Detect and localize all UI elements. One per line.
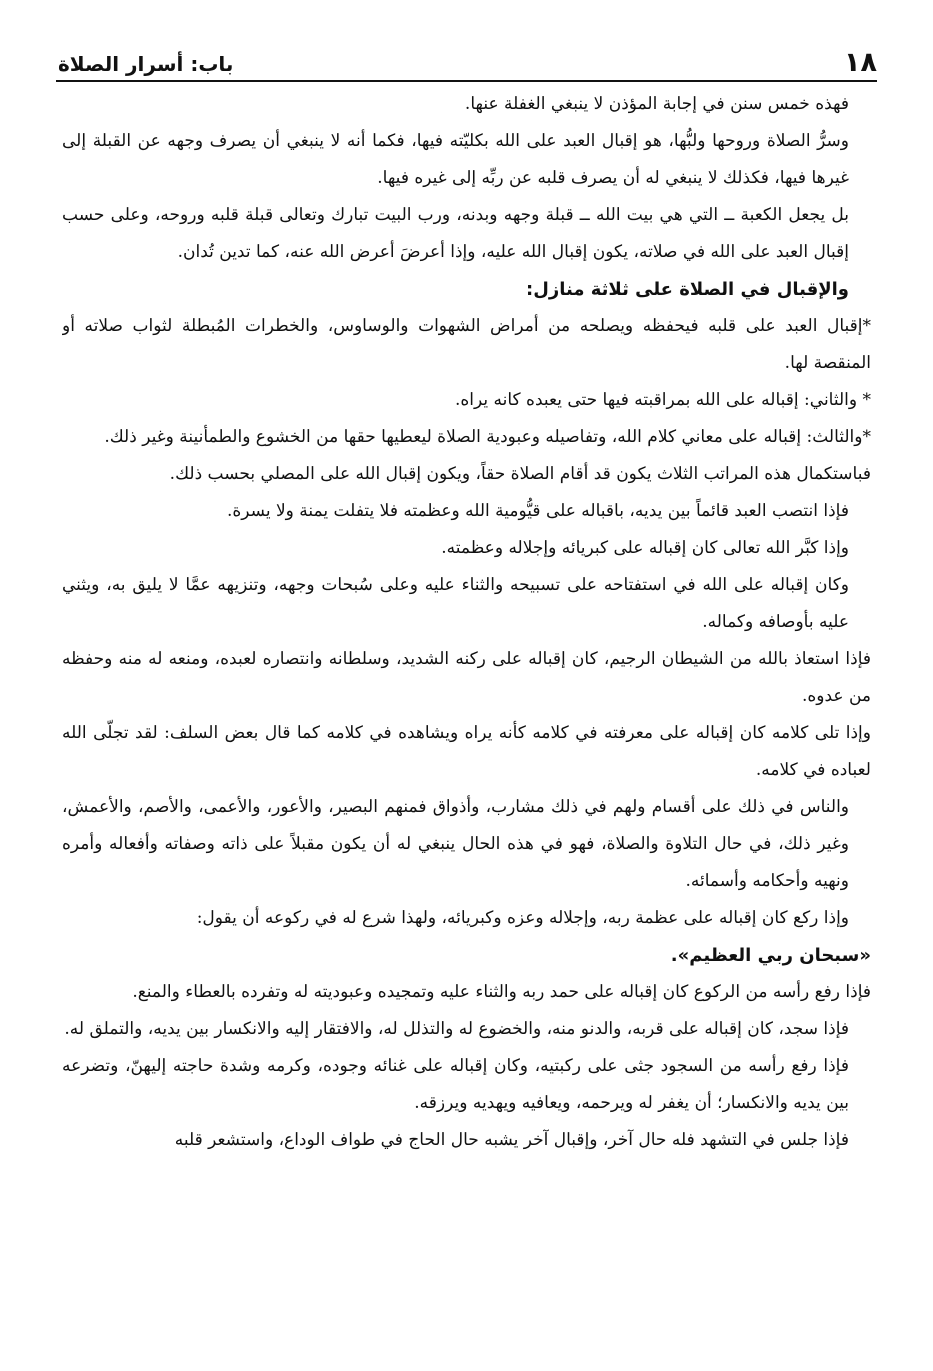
paragraph: فإذا انتصب العبد قائماً بين يديه، باقباله على قيُّومية الله وعظمته فلا يتفلت يمنة ولا يسرة.	[226, 501, 849, 521]
body-text	[62, 86, 871, 1366]
paragraph: فإذا رفع رأسه من الركوع كان إقباله على حمد ربه والثناء عليه وتمجيده وعبوديته له وتفرده بالعطاء والمنع.	[132, 982, 871, 1002]
paragraph: *إقبال العبد على قلبه فيحفظه ويصلحه من أمراض الشهوات والوساوس، والخطرات المُبطلة لثواب صلاته أو المنقصة لها.	[62, 316, 871, 373]
page-number: ١٨	[844, 47, 877, 78]
paragraph: والناس في ذلك على أقسام ولهم في ذلك مشارب، وأذواق فمنهم البصير، والأعور، والأعمى، والأصم، والأعمش، وغير ذلك، في حال التلاوة والصلاة، فهو في هذه الحال ينبغي له أن يكون مقبلاً على ذاته وصفاته وأفعاله وأمره ونهيه وأحكامه وأسمائه.	[62, 797, 849, 891]
paragraph: وإذا ركع كان إقباله على عظمة ربه، وإجلاله وعزه وكبريائه، ولهذا شرع له في ركوعه أن يقول:	[196, 908, 849, 928]
paragraph: فإذا استعاذ بالله من الشيطان الرجيم، كان إقباله على ركنه الشديد، وسلطانه وانتصاره لعبده، ومنعه له منه وحفظه من عدوه.	[62, 649, 871, 706]
paragraph: فإذا جلس في التشهد فله حال آخر، وإقبال آخر يشبه حال الحاج في طواف الوداع، واستشعر قلبه	[174, 1130, 849, 1150]
paragraph: فإذا سجد، كان إقباله على قربه، والدنو منه، والخضوع له والتذلل له، والافتقار إليه والانكسار بين يديه، والتملق له.	[64, 1019, 849, 1039]
paragraph: وإذا تلى كلامه كان إقباله على معرفته في كلامه كأنه يراه ويشاهده في كلامه كما قال بعض السلف: لقد تجلّى الله لعباده في كلامه.	[62, 723, 871, 780]
paragraph: فهذه خمس سنن في إجابة المؤذن لا ينبغي الغفلة عنها.	[464, 94, 849, 114]
running-title: باب: أسرار الصلاة	[58, 52, 234, 76]
paragraph: وكان إقباله على الله في استفتاحه على تسبيحه والثناء عليه وعلى سُبحات وجهه، وتنزيهه عمَّا لا يليق به، ويثني عليه بأوصافه وكماله.	[62, 575, 849, 632]
paragraph: وإذا كبَّر الله تعالى كان إقباله على كبريائه وإجلاله وعظمته.	[441, 538, 849, 558]
paragraph: * والثاني: إقباله على الله بمراقبته فيها حتى يعبده كانه يراه.	[454, 390, 871, 410]
page-header	[58, 38, 877, 78]
paragraph: فباستكمال هذه المراتب الثلاث يكون قد أقام الصلاة حقاً، ويكون إقبال الله على المصلي بحسب ذلك.	[169, 464, 871, 484]
header-divider	[56, 80, 877, 82]
paragraph: وسرُّ الصلاة وروحها ولبُّها، هو إقبال العبد على الله بكليّته فيها، فكما أنه لا ينبغي أن يصرف وجهه عن القبلة إلى غيرها فيها، فكذلك لا ينبغي له أن يصرف قلبه عن ربِّه إلى غيره فيها.	[62, 131, 849, 188]
paragraph: فإذا رفع رأسه من السجود جثى على ركبتيه، وكان إقباله على غنائه وجوده، وكرمه وشدة حاجته إليهنّ، وتضرعه بين يديه والانكسار؛ أن يغفر له ويرحمه، ويعافيه ويهديه ويرزقه.	[62, 1056, 849, 1113]
paragraph: بل يجعل الكعبة ــ التي هي بيت الله ــ قبلة وجهه وبدنه، ورب البيت تبارك وتعالى قبلة قلبه وروحه، وعلى حسب إقبال العبد على الله في صلاته، يكون إقبال الله عليه، وإذا أعرضَ أعرض الله عنه، كما تدين تُدان.	[62, 205, 849, 262]
paragraph: *والثالث: إقباله على معاني كلام الله، وتفاصيله وعبودية الصلاة ليعطيها حقها من الخشوع والطمأنينة وغير ذلك.	[104, 427, 871, 447]
quoted-phrase: «سبحان ربي العظيم».	[670, 945, 871, 966]
section-heading: والإقبال في الصلاة على ثلاثة منازل:	[526, 279, 849, 300]
